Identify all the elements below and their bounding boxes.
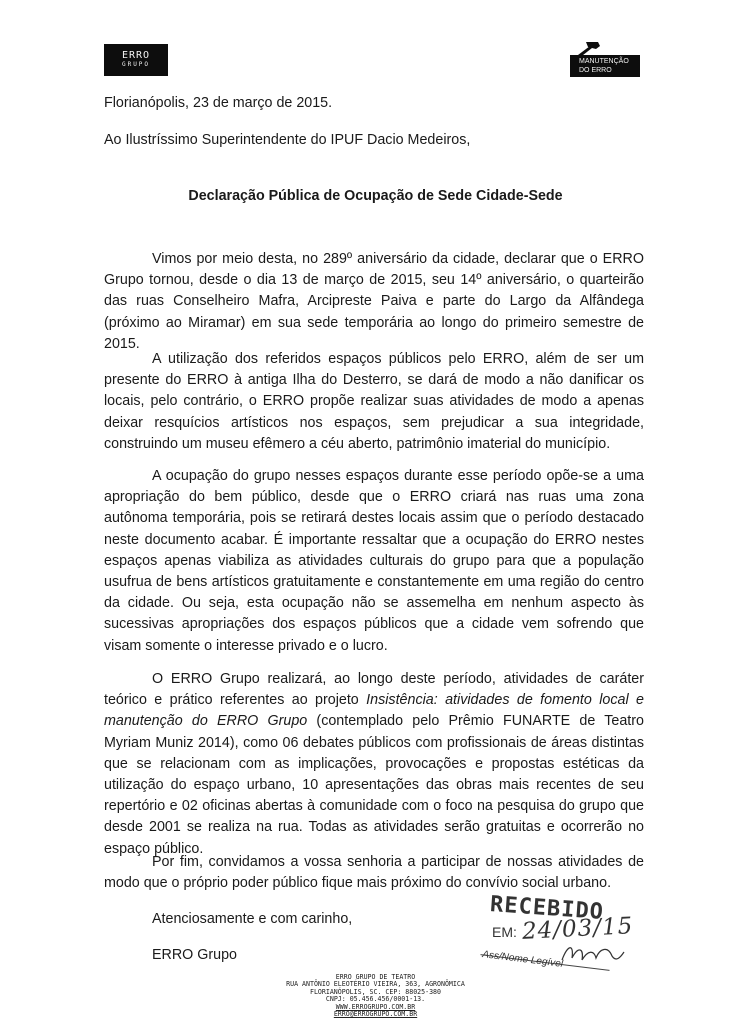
stamp-em-label: EM: [492,924,517,940]
letter-greeting: Ao Ilustríssimo Superintendente do IPUF Dacio Medeiros, [104,132,471,148]
paragraph-1: Vimos por meio desta, no 289º aniversário da cidade, declarar que o ERRO Grupo tornou, desde o dia 13 de março de 2015, seu 14º aniversário, o quarteirão das ruas Conselheiro Mafra, Arcipreste Paiva e parte do Largo da Alfândega (próximo ao Miramar) em sua sede temporária ao longo do primeiro semestre de 2015. [104,251,644,352]
project-title: Insistência: atividades de fomento local e manutenção do ERRO Grupo [104,692,644,730]
footer-email-link[interactable]: ERRO@ERROGRUPO.COM.BR [333,1010,418,1019]
logo-left-line1: ERRO [121,50,151,61]
paragraph-3: A ocupação do grupo nesses espaços durante esse período opõe-se a uma apropriação do bem público, desde que o ERRO criará nas ruas uma zona autônoma temporária, pois se retirará destes locais assim que o período destacado neste documento acabar. É importante ressaltar que a ocupação do ERRO nestes espaços apenas viabiliza as atividades culturais do grupo para que a população usufrua de bens artísticos gratuitamente e constantemente em uma região do centro da cidade. Ou seja, esta ocupação não se assemelha em nenhum aspecto às sucessivas apropriações dos espaços públicos que a cidade vem sofrendo que visam somente o interesse privado e o lucro. [104,468,644,654]
logo-right-line2: DO ERRO [579,67,612,74]
logo-right-line1: MANUTENÇÃO [579,58,629,65]
footer-line-2: RUA ANTÔNIO ELEOTÉRIO VIEIRA, 363, AGRONÔMICA [286,980,465,989]
stamp-sign-label: Ass/Nome Legível [481,949,564,970]
paragraph-4-part2: (contemplado pelo Prêmio FUNARTE de Teatro Myriam Muniz 2014), como 06 debates públicos com profissionais de áreas distintas que se relacionam com as implicações, provocações e propostas estéticas da utilização do espaço urbano, 10 apresentações das obras mais recentes de seu repertório e 02 oficinas abertas à comunidade com o foco na pesquisa do grupo que desde 2001 se realiza na rua. Todas as atividades serão gratuitas e ocorrerão no espaço público. [104,713,644,857]
handwritten-signature [558,938,628,968]
stamp-title: RECEBIDO [489,892,605,925]
letter-signature: ERRO Grupo [152,947,238,963]
footer-line-4: CNPJ: 05.456.456/0001-13. [325,995,426,1004]
manutencao-badge [570,55,640,77]
footer-line-1: ERRO GRUPO DE TEATRO [335,973,416,981]
footer-address [0,974,751,1018]
received-stamp [478,892,648,986]
stamp-handwritten-date: 24/03/15 [521,913,634,945]
letter-title: Declaração Pública de Ocupação de Sede Cidade-Sede [188,188,563,204]
letter-closing: Atenciosamente e com carinho, [152,911,353,927]
paragraph-5: Por fim, convidamos a vossa senhoria a participar de nossas atividades de modo que o próprio poder público fique mais próximo do convívio social urbano. [104,854,644,892]
paragraph-4 [104,669,644,860]
footer-website-link[interactable]: WWW.ERROGRUPO.COM.BR [335,1002,416,1011]
erro-grupo-logo [104,44,168,76]
footer-line-3: FLORIANÓPOLIS, SC. CEP: 88025-380 [309,987,441,996]
logo-left-line2: GRUPO [121,61,151,68]
paragraph-2: A utilização dos referidos espaços públicos pelo ERRO, além de ser um presente do ERRO à antiga Ilha do Desterro, se dará de modo a não danificar os locais, pelo contrário, o ERRO propõe realizar suas atividades de modo a apenas deixar resquícios artísticos nos espaços, sem prejudicar a sua integridade, construindo um museu efêmero a céu aberto, patrimônio imaterial do município. [104,351,644,452]
letter-date: Florianópolis, 23 de março de 2015. [104,95,333,111]
manutencao-do-erro-logo [566,40,642,80]
paragraph-4-part1: O ERRO Grupo realizará, ao longo deste período, atividades de caráter teórico e prático referentes ao projeto [104,671,644,709]
